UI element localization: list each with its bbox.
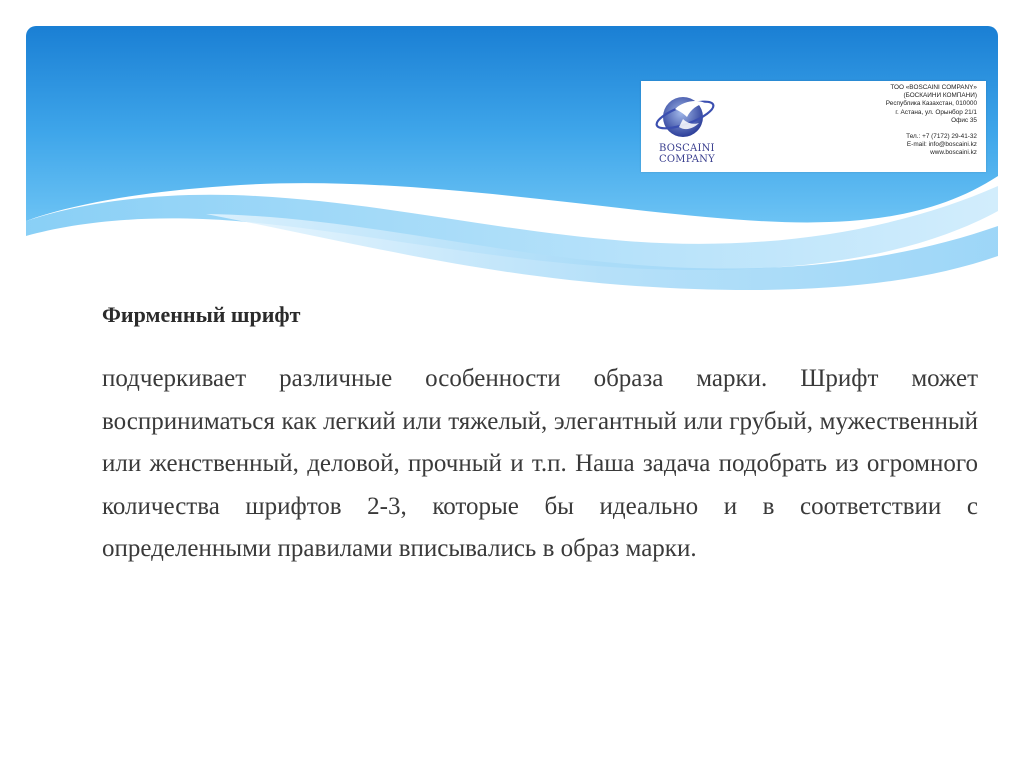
contact-email: E-mail: info@boscaini.kz: [906, 141, 977, 149]
contact-website: www.boscaini.kz: [930, 149, 977, 157]
contact-line-country: Республика Казахстан, 010000: [885, 100, 977, 108]
company-logo-wordmark: [659, 143, 715, 165]
contact-line-company-ru: (БОСКАИНИ КОМПАНИ): [903, 92, 977, 100]
slide-heading: Фирменный шрифт: [102, 302, 301, 327]
contact-line-company: ТОО «BOSCAINI COMPANY»: [890, 84, 977, 91]
company-contact-block: [886, 84, 977, 158]
logo-name-line2: COMPANY: [659, 154, 715, 165]
logo-name-line1: BOSCAINI: [659, 143, 715, 154]
slide-content: [102, 298, 978, 571]
company-logo-card: [641, 81, 986, 172]
contact-line-office: Офис 35: [951, 116, 977, 124]
slide-body-text: подчеркивает различные особенности образа марки. Шрифт может восприниматься как легкий или тяжелый, элегантный или грубый, мужественный или женственный, деловой, прочный и т.п. Наша задача подобрать из огромного количества шрифтов 2-3, которые бы идеально и в соответствии с определенными правилами вписывались в образ марки.: [102, 365, 978, 562]
company-logo-emblem: [653, 87, 725, 145]
contact-phone: Тел.: +7 (7172) 29-41-32: [906, 133, 977, 141]
contact-line-street: г. Астана, ул. Орынбор 21/1: [895, 108, 977, 116]
